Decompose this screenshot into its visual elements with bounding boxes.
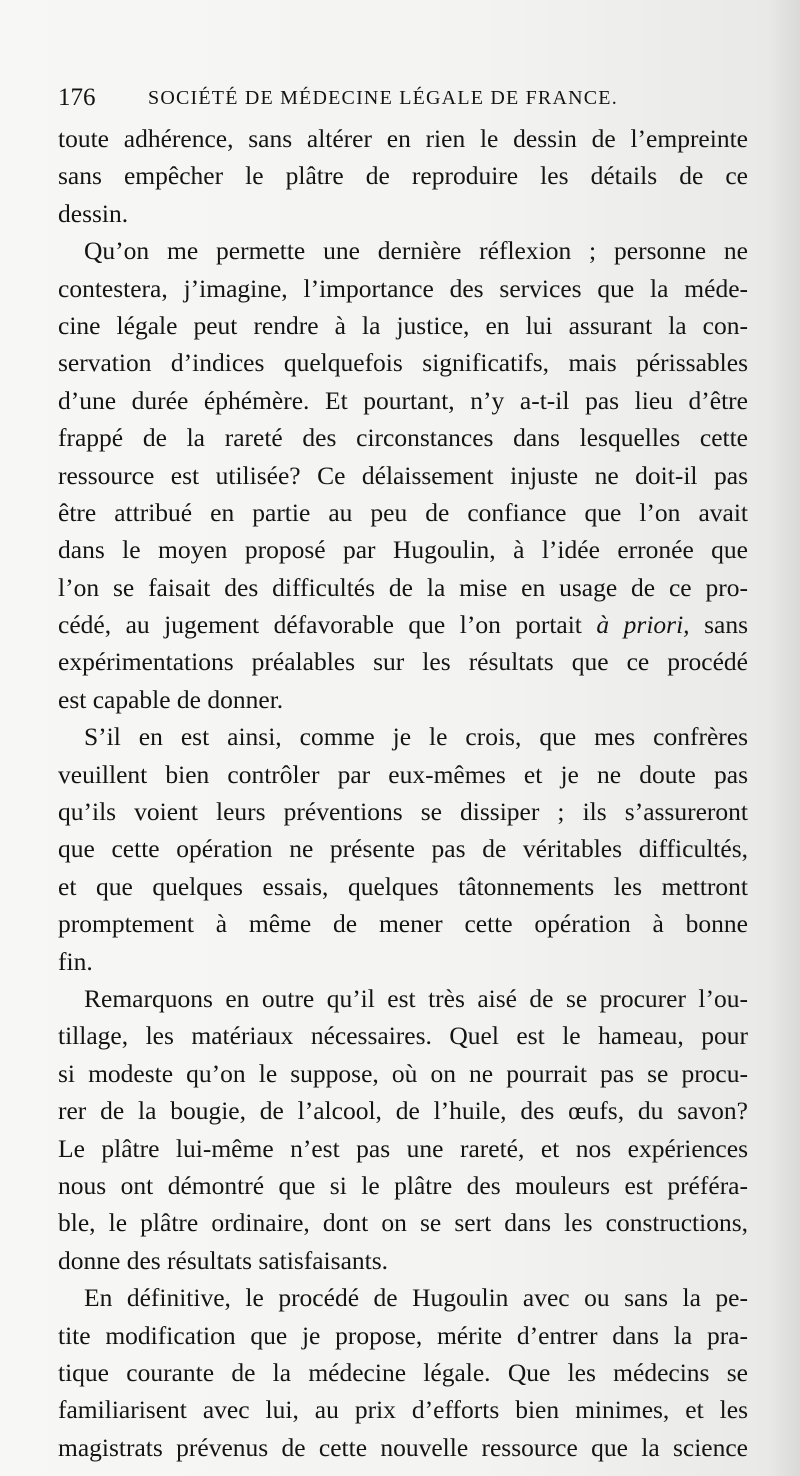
- text-line: nous ont démontré que si le plâtre des mouleurs est préféra-: [58, 1170, 748, 1200]
- text-line: S’il en est ainsi, comme je le crois, que mes confrères: [84, 722, 748, 752]
- text-line: dans le moyen proposé par Hugoulin, à l’idée erronée que: [58, 535, 748, 565]
- text-line: servation d’indices quelquefois significatifs, mais périssables: [58, 348, 748, 378]
- text-line: et que quelques essais, quelques tâtonnements les mettront: [58, 871, 748, 901]
- running-head: SOCIÉTÉ DE MÉDECINE LÉGALE DE FRANCE.: [148, 87, 618, 109]
- text-line: dessin.: [58, 198, 129, 228]
- body-text: [58, 120, 748, 1466]
- text-line: d’une durée éphémère. Et pourtant, n’y a-t-il pas lieu d’être: [58, 385, 748, 415]
- text-segment: cédé, au jugement défavorable que l’on portait: [58, 610, 597, 640]
- text-line: tique courante de la médecine légale. Que les médecins se: [58, 1357, 748, 1387]
- text-line: toute adhérence, sans altérer en rien le dessin de l’empreinte: [58, 124, 748, 153]
- text-line: sans empêcher le plâtre de reproduire les détails de ce: [58, 161, 748, 191]
- text-line: cine légale peut rendre à la justice, en lui assurant la con-: [58, 310, 748, 340]
- text-line: Remarquons en outre qu’il est très aisé de se procurer l’ou-: [84, 983, 748, 1013]
- text-line: contestera, j’imagine, l’importance des services que la méde-: [58, 273, 748, 303]
- page-header: [58, 80, 758, 116]
- italic-term: à priori,: [596, 610, 690, 640]
- text-line: expérimentations préalables sur les résultats que ce procédé: [58, 647, 748, 677]
- text-line: l’on se faisait des difficultés de la mise en usage de ce pro-: [58, 572, 748, 602]
- page-number: 176: [58, 84, 96, 111]
- text-line: que cette opération ne présente pas de véritables difficultés,: [58, 834, 748, 864]
- text-line: En définitive, le procédé de Hugoulin avec ou sans la pe-: [84, 1283, 748, 1313]
- text-line: frappé de la rareté des circonstances dans lesquelles cette: [58, 423, 748, 453]
- text-line: fin.: [58, 946, 93, 976]
- text-line: veuillent bien contrôler par eux-mêmes et je ne doute pas: [58, 759, 748, 789]
- text-line: qu’ils voient leurs préventions se dissiper ; ils s’assureront: [58, 797, 748, 827]
- text-line: est capable de donner.: [58, 684, 284, 714]
- text-line: ressource est utilisée? Ce délaissement injuste ne doit-il pas: [58, 460, 748, 490]
- text-line: donne des résultats satisfaisants.: [58, 1245, 389, 1275]
- text-segment: sans: [689, 610, 748, 640]
- text-line: [58, 606, 748, 643]
- text-line: Qu’on me permette une dernière réflexion ; personne ne: [84, 236, 748, 266]
- text-line: Le plâtre lui-même n’est pas une rareté, et nos expériences: [58, 1133, 748, 1163]
- text-line: rer de la bougie, de l’alcool, de l’huile, des œufs, du savon?: [58, 1096, 748, 1126]
- text-line: familiarisent avec lui, au prix d’efforts bien minimes, et les: [58, 1395, 748, 1425]
- text-line: si modeste qu’on le suppose, où on ne pourrait pas se procu-: [58, 1058, 748, 1088]
- text-line: être attribué en partie au peu de confiance que l’on avait: [58, 497, 748, 527]
- text-line: promptement à même de mener cette opération à bonne: [58, 909, 748, 939]
- text-line: tite modification que je propose, mérite d’entrer dans la pra-: [58, 1320, 748, 1350]
- text-line: ble, le plâtre ordinaire, dont on se sert dans les constructions,: [58, 1208, 748, 1238]
- text-line: magistrats prévenus de cette nouvelle ressource que la science: [58, 1432, 748, 1462]
- text-line: tillage, les matériaux nécessaires. Quel est le hameau, pour: [58, 1021, 748, 1051]
